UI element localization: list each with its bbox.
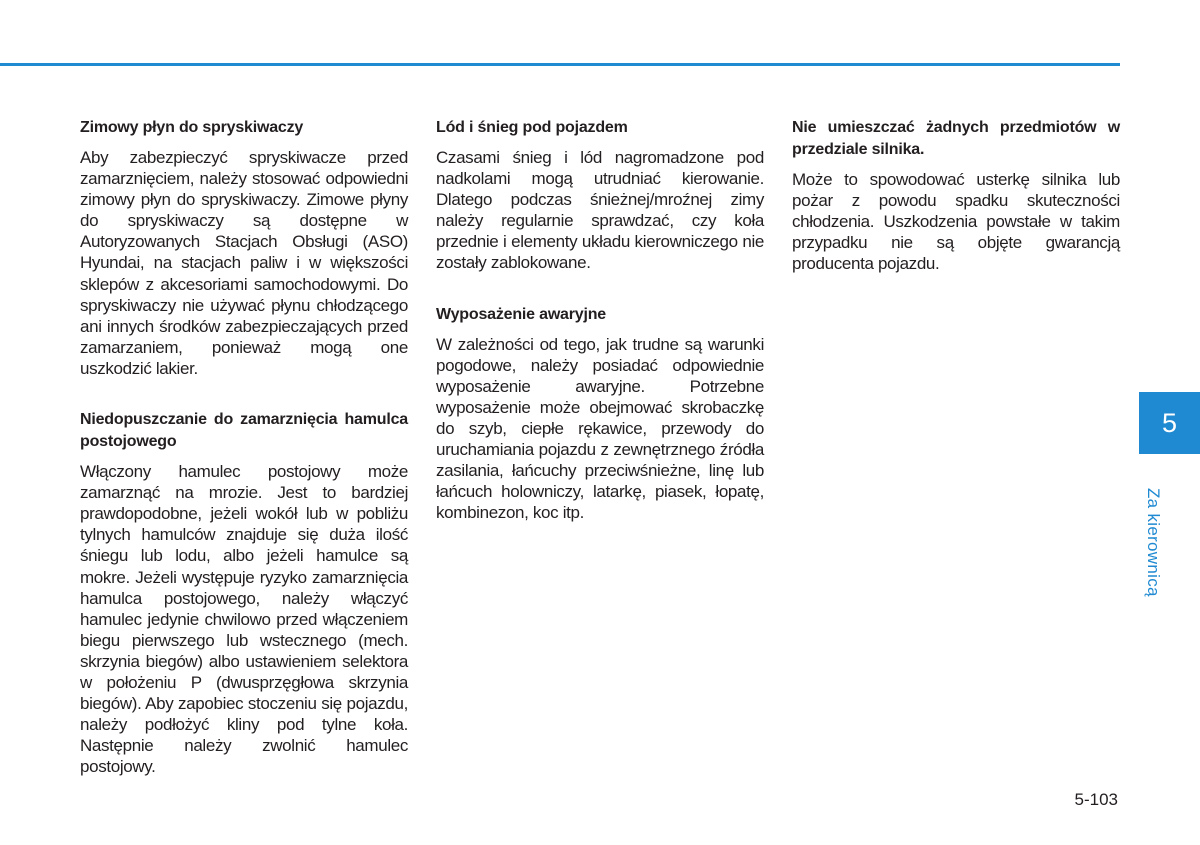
section-heading: Niedopuszczanie do zamarznięcia hamulca postojowego [80, 411, 408, 451]
section-heading: Nie umieszczać żadnych przedmiotów w przedziale silnika. [792, 119, 1120, 158]
column-right [792, 117, 1120, 304]
section-ice-snow-under-vehicle [436, 117, 764, 274]
section-body: Włączony hamulec postojowy może zamarznąć na mrozie. Jest to bardziej prawdopodobne, jeżeli wokół lub w pobliżu tylnych hamulców znajduje się duża ilość śniegu lub lodu, albo jeżeli hamulce są mokre. Jeżeli występuje ryzyko zamarznięcia hamulca postojowego, należy włączyć hamulec jedynie chwilowo przed włączeniem biegu pierwszego lub wstecznego (mech. skrzynia biegów) albo ustawieniem selektora w położeniu P (dwusprzęgłowa skrzynia biegów). Aby zapobiec stoczeniu się pojazdu, należy podłożyć kliny pod tylne koła. Następnie należy zwolnić hamulec postojowy. [80, 462, 408, 777]
section-body: Może to spowodować usterkę silnika lub pożar z powodu spadku skuteczności chłodzenia. Uszkodzenia powstałe w takim przypadku nie są objęte gwarancją producenta pojazdu. [792, 170, 1120, 274]
section-emergency-equipment [436, 304, 764, 524]
section-heading: Lód i śnieg pod pojazdem [436, 119, 628, 136]
section-parking-brake-freezing [80, 409, 408, 777]
chapter-title: Za kierownicą [1144, 488, 1163, 597]
column-middle [436, 117, 764, 553]
section-body: Czasami śnieg i lód nagromadzone pod nadkolami mogą utrudniać kierowanie. Dlatego podczas śnieżnej/mroźnej zimy należy regularnie sprawdzać, czy koła przednie i elementy układu kierowniczego nie zostały zablokowane. [436, 148, 764, 273]
header-rule [0, 63, 1120, 66]
section-engine-compartment-objects [792, 117, 1120, 274]
section-heading: Zimowy płyn do spryskiwaczy [80, 119, 304, 136]
section-winter-washer-fluid [80, 117, 408, 379]
page-number: 5-103 [1074, 790, 1118, 809]
column-left [80, 117, 408, 807]
section-body: W zależności od tego, jak trudne są warunki pogodowe, należy posiadać odpowiednie wyposażenie awaryjne. Potrzebne wyposażenie może obejmować skrobaczkę do szyb, ciepłe rękawice, przewody do uruchamiania pojazdu z zewnętrznego źródła zasilania, łańcuchy przeciwśnieżne, linę lub łańcuch holowniczy, latarkę, piasek, łopatę, kombinezon, koc itp. [436, 334, 764, 523]
section-heading: Wyposażenie awaryjne [436, 305, 607, 323]
chapter-tab: 5 [1139, 392, 1200, 454]
section-body: Aby zabezpieczyć spryskiwacze przed zamarznięciem, należy stosować odpowiedni zimowy płyn do spryskiwaczy. Zimowe płyny do spryskiwaczy są dostępne w Autoryzowanych Stacjach Obsługi (ASO) Hyundai, na stacjach paliw i w większości sklepów z akcesoriami samochodowymi. Do spryskiwaczy nie używać płynu chłodzącego ani innych środków zabezpieczających przed zamarzaniem, ponieważ mogą one uszkodzić lakier. [80, 148, 408, 378]
